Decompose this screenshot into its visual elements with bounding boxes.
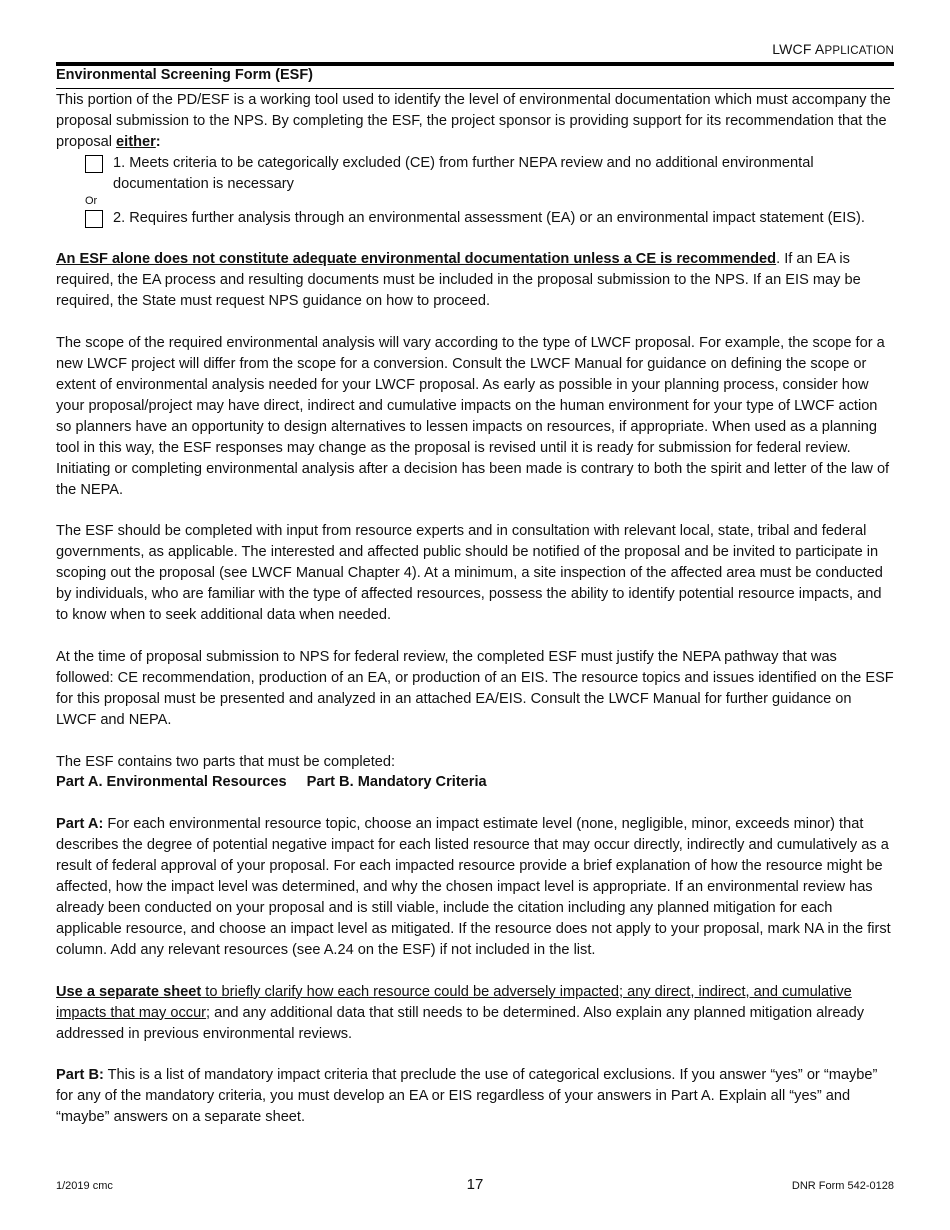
option-ce[interactable] bbox=[85, 153, 894, 195]
scope-paragraph: The scope of the required environmental analysis will vary according to the type of LWCF proposal. For example, the scope for a new LWCF project will differ from the scope for a conversion. Consult the LWCF Manual for guidance on defining the scope or extent of environmental analysis needed for your LWCF proposal. As early as possible in your planning process, consider how your proposal/project may have direct, indirect and cumulative impacts on the human environment for your type of LWCF action so planners have an opportunity to design alternatives to lessen impacts on resources, if appropriate. When used as a planning tool in this way, the ESF responses may change as the proposal is revised until it is ready for submission for federal review. Initiating or completing environmental analysis after a decision has been made is contrary to both the spirit and letter of the law of the NEPA. bbox=[56, 335, 890, 498]
separate-sheet-paragraph: Use a separate sheet to briefly clarify how each resource could be adversely impacted; any direct, indirect, and cumulative impacts that may occur; and any additional data that still needs to be determined. Also explain any planned mitigation already addressed in previous environmental reviews. bbox=[56, 983, 865, 1042]
or-label: Or bbox=[85, 194, 98, 207]
intro-paragraph: This portion of the PD/ESF is a working tool used to identify the level of environmental documentation which must accompany the proposal submission to the NPS. By completing the ESF, the project sponsor is providing support for its recommendation that the proposal either: bbox=[56, 92, 891, 150]
esf-alone-paragraph: An ESF alone does not constitute adequate environmental documentation unless a CE is recommended. If an EA is required, the EA process and resulting documents must be included in the proposal submission to the NPS. If an EIS may be required, the State must request NPS guidance on how to proceed. bbox=[56, 251, 861, 310]
parts-list bbox=[56, 772, 894, 793]
part-b-label: Part B. Mandatory Criteria bbox=[306, 774, 487, 791]
part-a-paragraph: Part A: For each environmental resource topic, choose an impact estimate level (none, negligible, minor, exceeds minor) that describes the degree of potential negative impact for each listed resource that may occur directly, indirectly and cumulatively as a result of federal approval of your proposal. For each impacted resource provide a brief explanation of how the resource might be affected, how the impact level was determined, and why the chosen impact level is appropriate. If an environmental review has already been conducted on your proposal and is still viable, include the citation including any planned mitigation for each applicable resource, and choose an impact level as mitigated. If the resource does not apply to your proposal, mark NA in the first column. Add any relevant resources (see A.24 on the ESF) if not included in the list. bbox=[56, 816, 891, 958]
input-paragraph: The ESF should be completed with input from resource experts and in consultation with relevant local, state, tribal and federal governments, as applicable. The interested and affected public should be notified of the proposal and be invited to participate in scoping out the proposal (see LWCF Manual Chapter 4). At a minimum, a site inspection of the affected area must be conducted by individuals, who are familiar with the type of affected resources, possess the ability to identify potential resource impacts, and to know when to seek additional data when needed. bbox=[56, 523, 883, 624]
part-a-label: Part A. Environmental Resources bbox=[56, 774, 287, 791]
checkbox-ce[interactable] bbox=[85, 155, 103, 173]
part-b-paragraph: Part B: This is a list of mandatory impact criteria that preclude the use of categorical exclusions. If you answer “yes” or “maybe” for any of the mandatory criteria, you must develop an EA or EIS regardless of your answers in Part A. Explain all “yes” and “maybe” answers on a separate sheet. bbox=[56, 1067, 878, 1126]
title-rule bbox=[56, 88, 894, 89]
footer-form-number: DNR Form 542-0128 bbox=[791, 1180, 894, 1192]
form-title: Environmental Screening Form (ESF) bbox=[56, 67, 314, 83]
document-body bbox=[56, 90, 894, 1128]
checkbox-ea-eis[interactable] bbox=[85, 210, 103, 228]
parts-intro: The ESF contains two parts that must be completed: bbox=[56, 753, 396, 770]
option-ea-eis-label: 2. Requires further analysis through an environmental assessment (EA) or an environmental impact statement (EIS). bbox=[113, 209, 865, 226]
option-ce-label: 1. Meets criteria to be categorically excluded (CE) from further NEPA review and no additional environmental documentation is necessary bbox=[113, 154, 814, 192]
footer-date: 1/2019 cmc bbox=[56, 1180, 113, 1192]
page-number: 17 bbox=[466, 1176, 484, 1193]
header-rule bbox=[56, 62, 894, 66]
option-ea-eis[interactable] bbox=[85, 208, 894, 229]
header-application-title: LWCF APPLICATION bbox=[772, 41, 894, 57]
submission-paragraph: At the time of proposal submission to NPS for federal review, the completed ESF must justify the NEPA pathway that was followed: CE recommendation, production of an EA, or production of an EIS. The resource topics and issues identified on the ESF for this proposal must be presented and analyzed in an attached EA/EIS. Consult the LWCF Manual for further guidance on LWCF and NEPA. bbox=[56, 648, 894, 728]
